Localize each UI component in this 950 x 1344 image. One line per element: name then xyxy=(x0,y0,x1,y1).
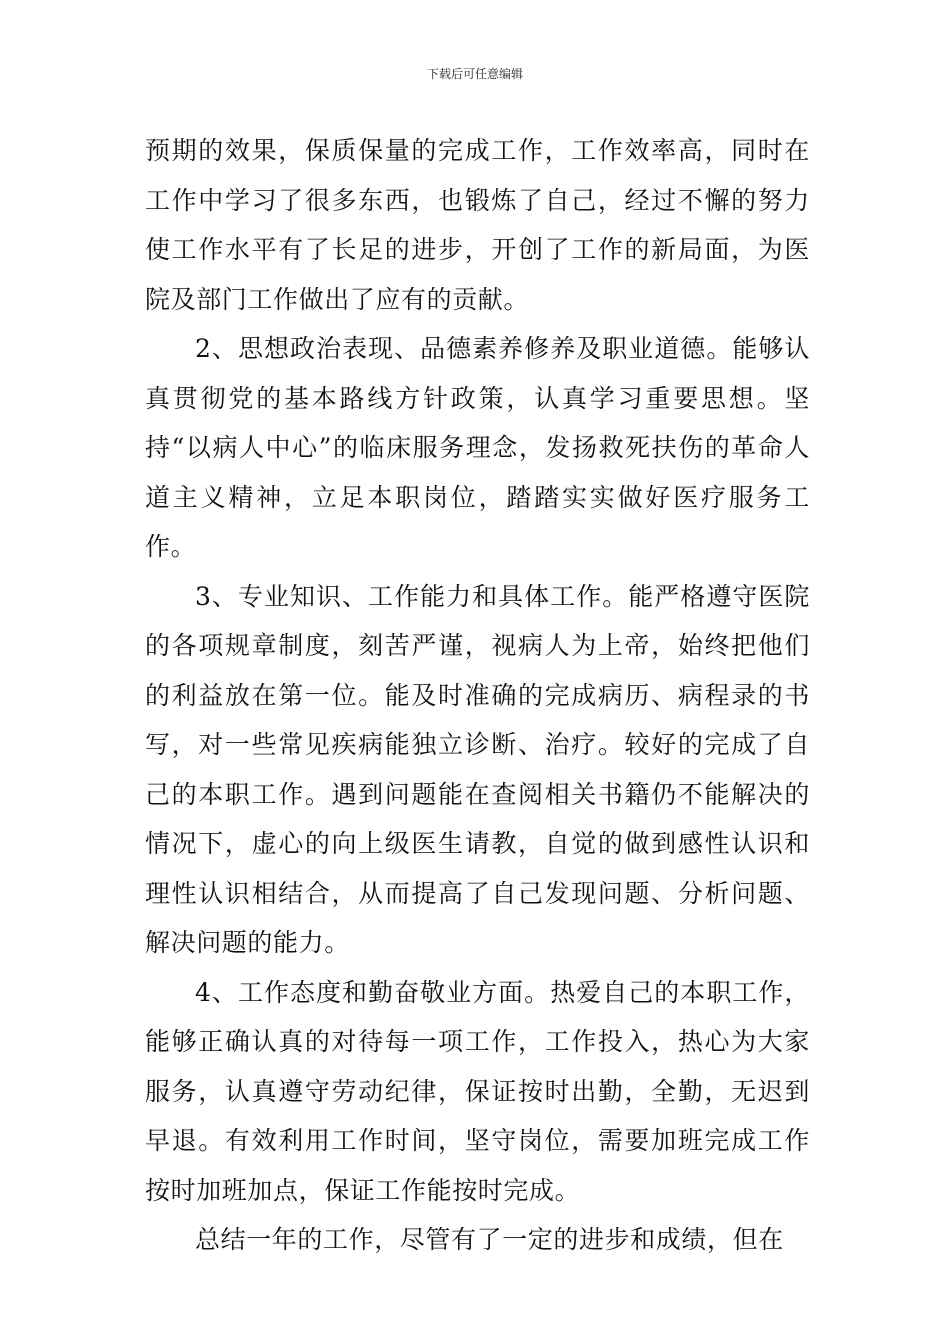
paragraph-political-conduct: 2、思想政治表现、品德素养修养及职业道德。能够认真贯彻党的基本路线方针政策，认真学习重要思想。坚持“以病人中心”的临床服务理念，发扬救死扶伤的革命人道主义精神，立足本职岗位，踏踏实实做好医疗服务工作。 xyxy=(145,334,810,561)
page-header-note: 下载后可任意编辑 xyxy=(426,67,523,81)
paragraph-summary: 总结一年的工作，尽管有了一定的进步和成绩，但在 xyxy=(195,1225,784,1254)
paragraph-work-attitude: 4、工作态度和勤奋敬业方面。热爱自己的本职工作，能够正确认真的对待每一项工作，工作投入，热心为大家服务，认真遵守劳动纪律，保证按时出勤，全勤，无迟到早退。有效利用工作时间，坚守岗位，需要加班完成工作按时加班加点，保证工作能按时完成。 xyxy=(145,977,810,1205)
paragraph-continuation: 预期的效果，保质保量的完成工作，工作效率高，同时在工作中学习了很多东西，也锻炼了自己，经过不懈的努力使工作水平有了长足的进步，开创了工作的新局面，为医院及部门工作做出了应有的贡献。 xyxy=(145,136,810,314)
paragraph-professional-skills: 3、专业知识、工作能力和具体工作。能严格遵守医院的各项规章制度，刻苦严谨，视病人为上帝，始终把他们的利益放在第一位。能及时准确的完成病历、病程录的书写，对一些常见疾病能独立诊断、治疗。较好的完成了自己的本职工作。遇到问题能在查阅相关书籍仍不能解决的情况下，虚心的向上级医生请教，自觉的做到感性认识和理性认识相结合，从而提高了自己发现问题、分析问题、解决问题的能力。 xyxy=(145,581,810,957)
document-body xyxy=(145,126,810,1265)
